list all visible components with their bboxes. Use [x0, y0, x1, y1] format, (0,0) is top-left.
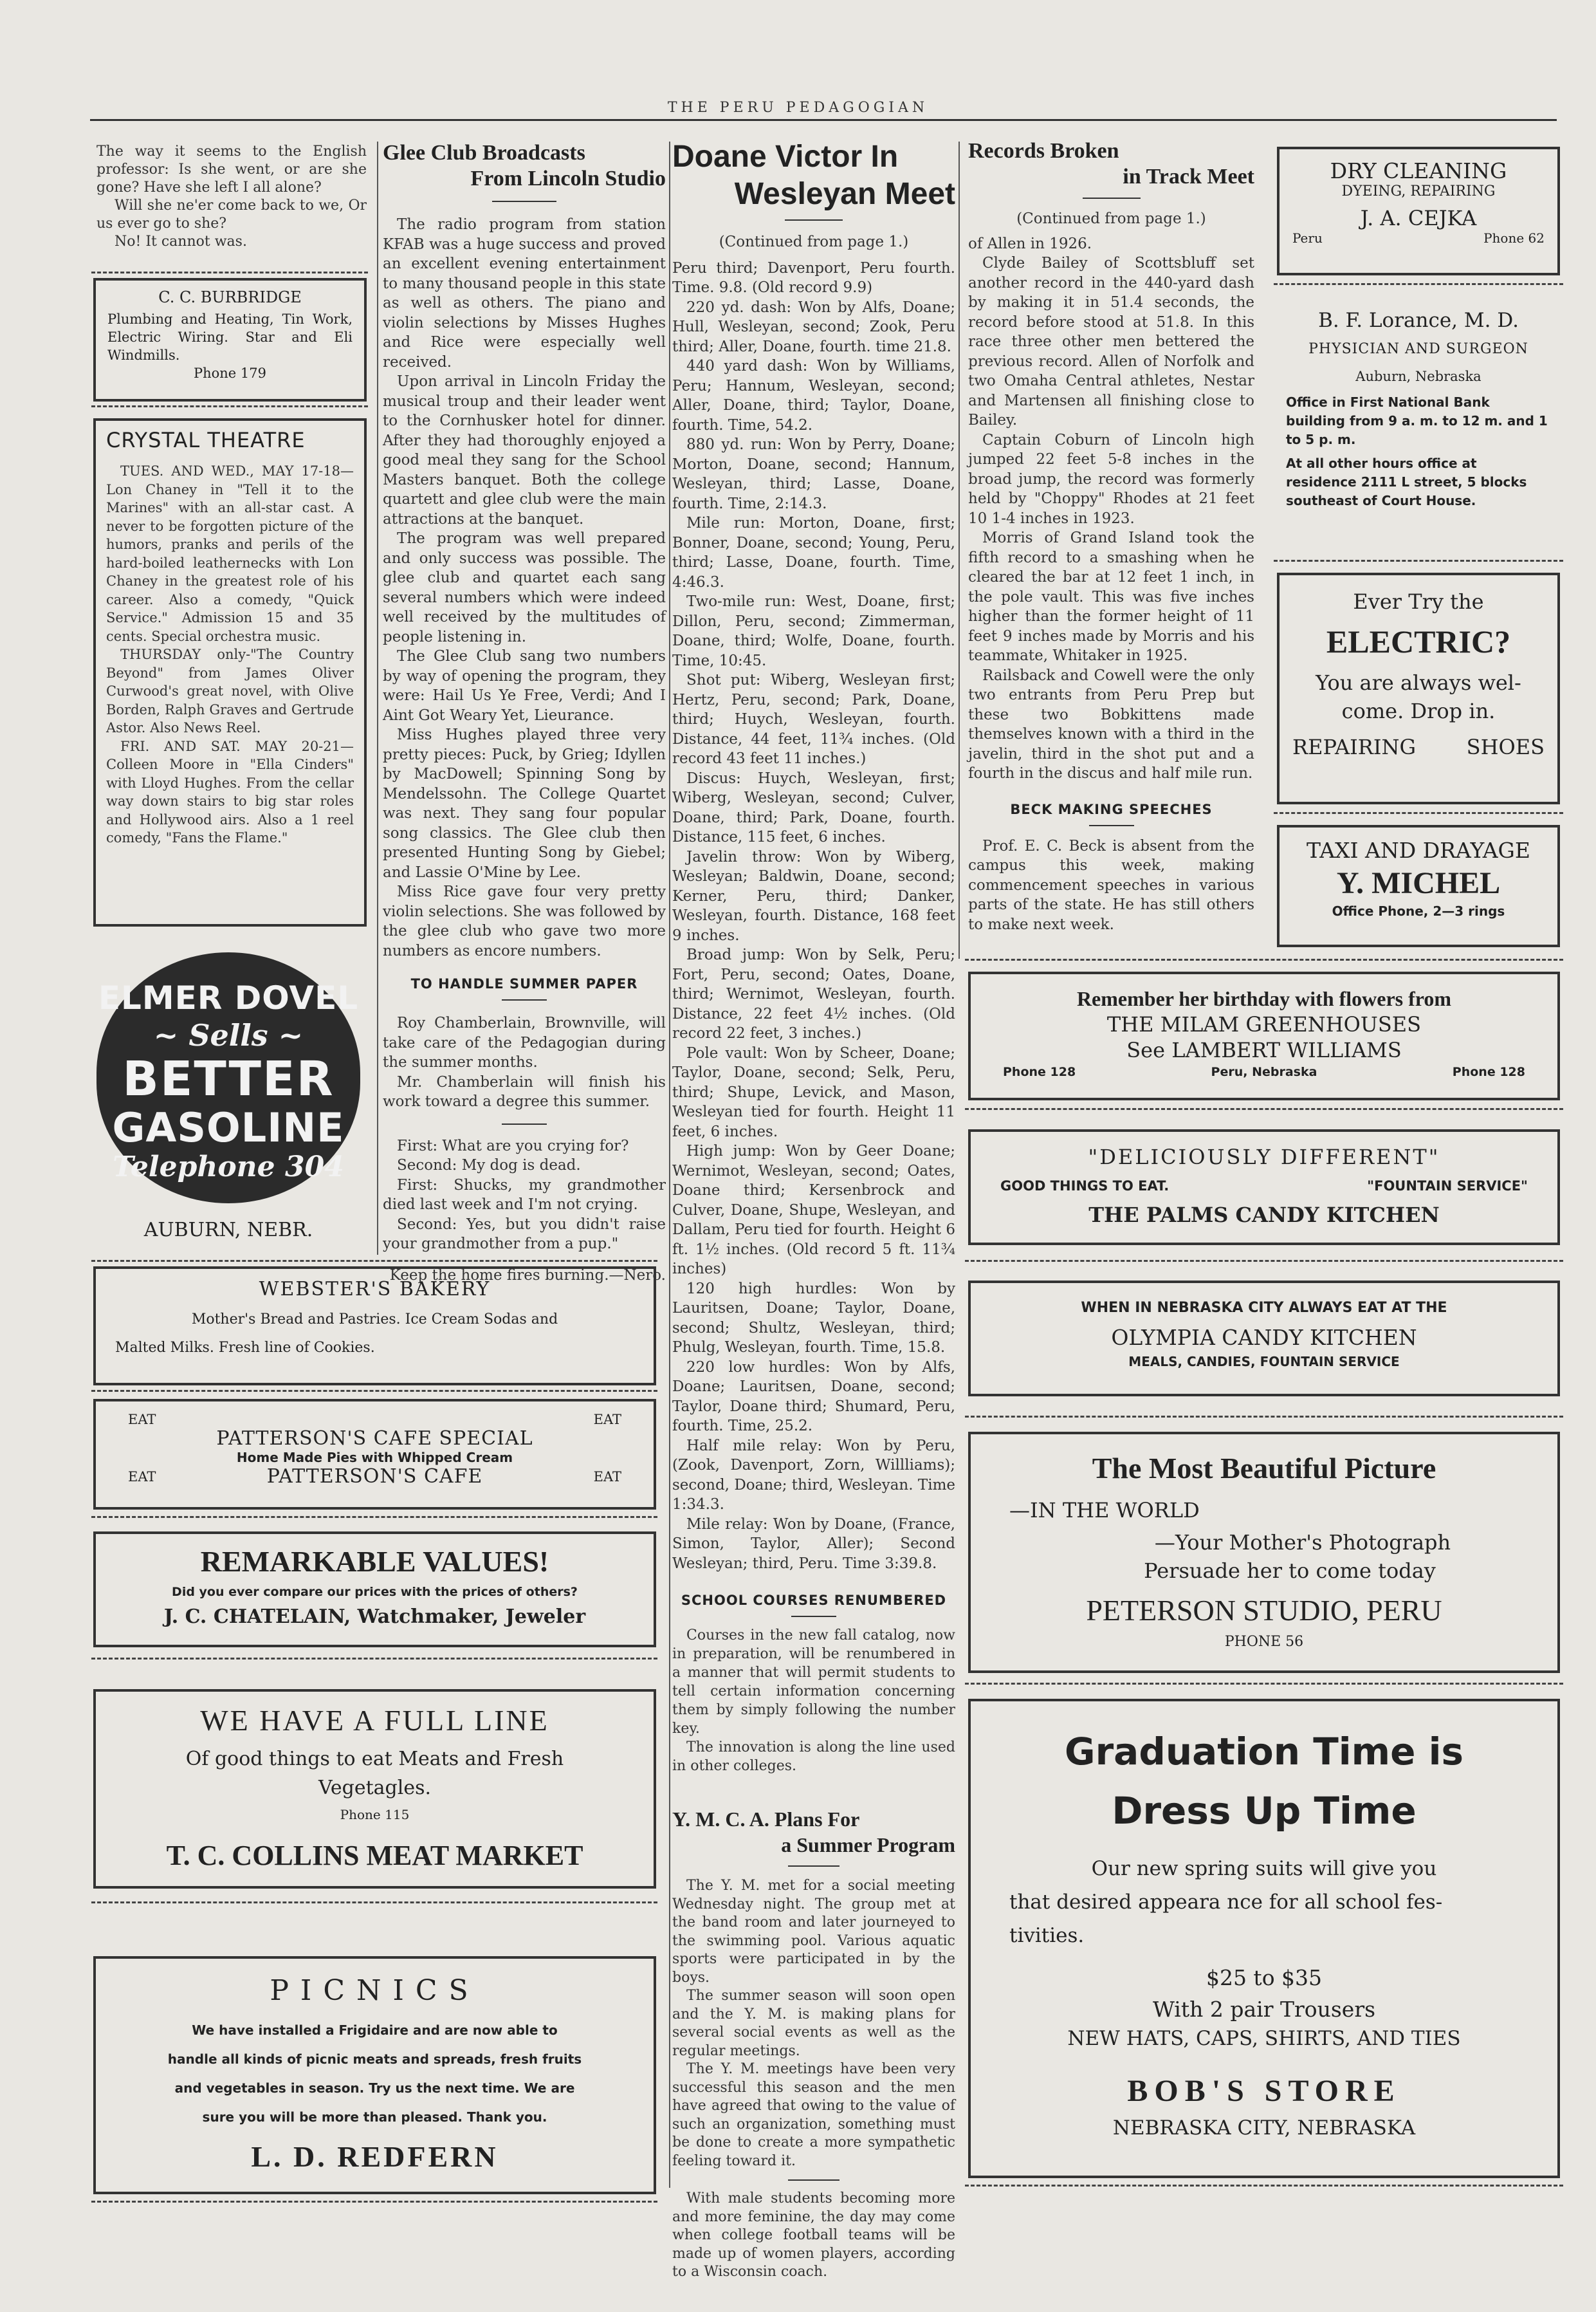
doane-para: 120 high hurdles: Won by Lauritsen, Doane; Taylor, Doane, second; Shultz, Wesleyan, third; Phulg, Wesleyan, fourth. Time, 15.8. — [672, 1280, 955, 1356]
collins-phone: Phone 115 — [340, 1807, 410, 1822]
palms-line: "FOUNTAIN SERVICE" — [1367, 1178, 1528, 1194]
michel-phone: Office Phone, 2—3 rings — [1332, 903, 1505, 919]
courses-para: Courses in the new fall catalog, now in preparation, will be renumbered in a manner that will permit students to tell certain information concerning them by simply following the number key. — [672, 1627, 955, 1737]
michel-title: TAXI AND DRAYAGE — [1306, 838, 1530, 863]
crystal-theatre-ad — [93, 418, 367, 927]
paper-para: Roy Chamberlain, Brownville, will take care of the Pedagogian during the summer months. — [383, 1015, 666, 1071]
records-article — [968, 138, 1254, 934]
column-rule — [377, 142, 378, 1255]
peterson-line: Persuade her to come today — [1144, 1558, 1436, 1583]
electric-line: come. Drop in. — [1341, 699, 1496, 723]
webster-line: Malted Milks. Fresh line of Cookies. — [115, 1340, 375, 1356]
lorance-other: At all other hours office at residence 2111 L street, 5 blocks southeast of Court House. — [1286, 456, 1527, 508]
collins-meat-ad — [93, 1689, 656, 1889]
electric-shoes-ad — [1277, 573, 1560, 804]
header-rule — [90, 119, 1557, 121]
doane-continued: (Continued from page 1.) — [719, 234, 909, 250]
poem-line: No! It cannot was. — [115, 234, 247, 250]
records-para: Clyde Bailey of Scottsbluff set another record in the 440-yard dash by making it in 51.4 seconds, the record before stood at 51.8. In this race three other men bettered the previous record. Allen of Norfolk and two Omaha Central athletes, Nestar and Martensen all finishing close to Bailey. — [968, 255, 1254, 429]
burbridge-ad — [93, 278, 367, 402]
paper-title: TO HANDLE SUMMER PAPER — [410, 976, 638, 992]
dovel-better: BETTER — [122, 1051, 335, 1107]
ymca-para: The summer season will soon open and the Y. M. is making plans for several social events as well as the regular meetings. — [672, 1988, 955, 2059]
ymca-title: Y. M. C. A. Plans For — [672, 1808, 860, 1831]
michel-name: Y. MICHEL — [1336, 866, 1501, 900]
crystal-para: THURSDAY only-"The Country Beyond" from James Oliver Curwood's great novel, with Olive Borden, Ralph Graves and Gertrude Astor. Also News Reel. — [106, 647, 354, 735]
ymca-para: The Y. M. meetings have been very successful this season and the men have agreed that owing to the value of such an organization, something must be done to create a more sympathetic feeling toward it. — [672, 2061, 955, 2169]
glee-club-article — [383, 140, 666, 1285]
patterson-cafe-ad — [93, 1399, 656, 1510]
burbridge-phone: Phone 179 — [193, 365, 266, 381]
poem — [96, 143, 367, 251]
bobs-name: BOB'S STORE — [1127, 2074, 1401, 2108]
olympia-ad — [968, 1281, 1560, 1396]
collins-line: Vegetagles. — [318, 1777, 432, 1799]
bobs-title: Graduation Time is — [1064, 1730, 1464, 1773]
redfern-line: and vegetables in season. Try us the next time. We are — [174, 2080, 575, 2096]
doane-para: High jump: Won by Geer Doane; Wernimot, Wesleyan, second; Oates, Doane third; Kersenbrock and Culver, Doane, Shupe, Wesleyan, and Dallam, Peru tied for fourth. Height 6 ft. 1½ inches. (Old record 5 ft. 11¾ inches) — [672, 1143, 955, 1277]
eat-label: EAT — [593, 1468, 621, 1484]
eat-label: EAT — [128, 1412, 156, 1427]
doane-para: Peru third; Davenport, Peru fourth. Time. 9.8. (Old record 9.9) — [672, 259, 955, 296]
redfern-line: handle all kinds of picnic meats and spreads, fresh fruits — [167, 2051, 582, 2067]
lorance-ad — [1277, 302, 1560, 517]
burbridge-name: C. C. BURBRIDGE — [158, 288, 302, 306]
olympia-sub: MEALS, CANDIES, FOUNTAIN SERVICE — [1128, 1354, 1400, 1369]
courses-para: The innovation is along the line used in other colleges. — [672, 1739, 955, 1774]
chatelain-line: Did you ever compare our prices with the prices of others? — [172, 1585, 578, 1599]
records-continued: (Continued from page 1.) — [1016, 210, 1206, 227]
milam-phone: Phone 128 — [1452, 1065, 1525, 1079]
peterson-name: PETERSON STUDIO, PERU — [1086, 1594, 1442, 1627]
collins-title: WE HAVE A FULL LINE — [200, 1704, 549, 1737]
lorance-name: B. F. Lorance, M. D. — [1318, 309, 1519, 332]
cejka-name: J. A. CEJKA — [1360, 206, 1477, 230]
palms-line: GOOD THINGS TO EAT. — [1000, 1178, 1169, 1194]
doane-para: Pole vault: Won by Scheer, Doane; Taylor, Doane, second; Selk, Peru, third; Shupe, Levick, and Mason, Wesleyan tied for fourth. Height 11 feet, 6 inches. — [672, 1044, 955, 1140]
courses-title: SCHOOL COURSES RENUMBERED — [681, 1593, 947, 1608]
joke-line: First: What are you crying for? — [397, 1137, 629, 1154]
doane-title: Wesleyan Meet — [734, 177, 955, 211]
glee-para: The Glee Club sang two numbers by way of opening the program, they were: Hail Us Ye Free, Verdi; And I Aint Got Weary Yet, Lieurance. — [383, 648, 666, 724]
eat-label: EAT — [593, 1412, 621, 1427]
patterson-pies: Home Made Pies with Whipped Cream — [236, 1450, 513, 1465]
chatelain-title: REMARKABLE VALUES! — [200, 1545, 549, 1578]
bobs-title: Dress Up Time — [1112, 1789, 1417, 1833]
dovel-gasoline: GASOLINE — [112, 1104, 345, 1151]
electric-title: ELECTRIC? — [1326, 624, 1511, 660]
lorance-role: PHYSICIAN AND SURGEON — [1308, 341, 1528, 357]
milam-ad — [968, 972, 1560, 1100]
poem-line: The way it seems to the English professor: Is she went, or are she gone? Have she left I all alone? — [96, 143, 367, 196]
electric-line: Ever Try the — [1353, 589, 1484, 614]
doane-para: 220 low hurdles: Won by Alfs, Doane; Lauritsen, Doane, second; Taylor, Doane third; Shumard, Peru, fourth. Time, 25.2. — [672, 1358, 955, 1434]
ymca-para: The Y. M. met for a social meeting Wednesday night. The group met at the band room and later journeyed to the swimming pool. Various aquatic sports were participated in by the boys. — [672, 1878, 955, 1986]
lorance-city: Auburn, Nebraska — [1355, 369, 1481, 384]
doane-para: Half mile relay: Won by Peru, (Zook, Davenport, Zorn, Willliams); second, Doane; third, Wesleyan. Time 1:34.3. — [672, 1437, 955, 1513]
bobs-hats: NEW HATS, CAPS, SHIRTS, AND TIES — [1067, 2027, 1461, 2050]
bobs-trousers: With 2 pair Trousers — [1152, 1997, 1376, 2022]
palms-ad — [968, 1129, 1560, 1245]
doane-para: Mile relay: Won by Doane, (France, Simon, Taylor, Aller); Second Wesleyan; third, Peru. Time 3:39.8. — [672, 1515, 955, 1572]
peterson-line: —Your Mother's Photograph — [1154, 1530, 1451, 1555]
bobs-line: tivities. — [1009, 1924, 1085, 1947]
beck-para: Prof. E. C. Beck is absent from the campus this week, making commencement speeches in various parts of the state. He has still others to make next week. — [968, 837, 1254, 933]
doane-para: 220 yd. dash: Won by Alfs, Doane; Hull, Wesleyan, second; Zook, Peru third; Aller, Doane, fourth. time 21.8. — [672, 299, 955, 355]
webster-bakery-ad — [93, 1266, 656, 1385]
dovel-city: AUBURN, NEBR. — [143, 1219, 313, 1241]
doane-para: Javelin throw: Won by Wiberg, Wesleyan; Baldwin, Doane, second; Kerner, Peru, third; Danker, Wesleyan, fourth. Distance, 168 feet 9 inches. — [672, 848, 955, 944]
records-para: Captain Coburn of Lincoln high jumped 22 feet 5-8 inches in the broad jump, the record was formerly held by "Choppy" Rhodes at 21 feet 10 1-4 inches in 1923. — [968, 431, 1254, 527]
records-title: in Track Meet — [1123, 165, 1254, 189]
dovel-telephone: Telephone 304 — [113, 1151, 344, 1183]
milam-line: Remember her birthday with flowers from — [1076, 987, 1452, 1010]
webster-line: Mother's Bread and Pastries. Ice Cream Sodas and — [191, 1311, 558, 1327]
glee-para: Miss Hughes played three very pretty pieces: Puck, by Grieg; Idyllen by MacDowell; Spinning Song by Mendelssohn. The College Quartet was next. They sang four popular song classics. The Glee club then presented Hunting Song by Giebel; and Lassie O'Mine by Lee. — [383, 726, 666, 881]
glee-para: The program was well prepared and only success was possible. The glee club and quartet each sang several numbers which were indeed well received by the multitudes of people listening in. — [383, 530, 666, 645]
bobs-line: Our new spring suits will give you — [1091, 1857, 1437, 1880]
redfern-title: PICNICS — [270, 1974, 480, 2007]
palms-title: "DELICIOUSLY DIFFERENT" — [1088, 1145, 1440, 1169]
paper-para: Mr. Chamberlain will finish his work toward a degree this summer. — [383, 1073, 666, 1110]
shoes-label: SHOES — [1466, 735, 1545, 759]
poem-line: Will she ne'er come back to we, Or us ever go to she? — [96, 198, 367, 232]
column-rule — [959, 142, 960, 959]
redfern-ad — [93, 1956, 656, 2194]
cejka-ad — [1277, 147, 1560, 275]
joke-line: Second: My dog is dead. — [397, 1157, 581, 1174]
michel-ad — [1277, 825, 1560, 947]
collins-name: T. C. COLLINS MEAT MARKET — [166, 1840, 583, 1871]
dovel-name: ELMER DOVEL — [98, 979, 359, 1017]
newspaper-header: THE PERU PEDAGOGIAN — [667, 100, 929, 116]
webster-title: WEBSTER'S BAKERY — [259, 1278, 491, 1300]
ymca-title: a Summer Program — [781, 1833, 955, 1856]
repairing-label: REPAIRING — [1292, 735, 1417, 759]
column-rule — [669, 142, 670, 2188]
palms-name: THE PALMS CANDY KITCHEN — [1088, 1203, 1440, 1227]
peterson-phone: PHONE 56 — [1224, 1634, 1304, 1650]
peterson-line: —IN THE WORLD — [1009, 1498, 1200, 1522]
cejka-sub: DYEING, REPAIRING — [1341, 183, 1496, 199]
cejka-town: Peru — [1292, 230, 1323, 246]
patterson-special: PATTERSON'S CAFE SPECIAL — [216, 1427, 533, 1450]
patterson-name: PATTERSON'S CAFE — [266, 1465, 483, 1488]
signoff: Keep the home fires burning.—Nero. — [389, 1266, 666, 1284]
ymca-para: With male students becoming more and more feminine, the day may come when college football teams will be made up of women players, according to a Wisconsin coach. — [672, 2190, 955, 2280]
milam-name: THE MILAM GREENHOUSES — [1106, 1012, 1422, 1037]
peterson-studio-ad — [968, 1432, 1560, 1673]
dovel-sells: ~ Sells ~ — [153, 1018, 304, 1053]
bobs-store-ad — [968, 1699, 1560, 2178]
electric-line: You are always wel- — [1316, 670, 1521, 695]
redfern-name: L. D. REDFERN — [251, 2140, 499, 2173]
records-para: of Allen in 1926. — [968, 235, 1092, 252]
redfern-line: sure you will be more than pleased. Thank you. — [202, 2109, 547, 2125]
doane-para: Shot put: Wiberg, Wesleyan first; Hertz, Peru, second; Park, Doane, third; Huych, Wesleyan, fourth. Distance, 44 feet, 11¾ inches. (Old record 43 feet 11 inches.) — [672, 672, 955, 767]
milam-town: Peru, Nebraska — [1211, 1065, 1317, 1079]
elmer-dovel-logo — [96, 952, 360, 1203]
milam-line: See LAMBERT WILLIAMS — [1126, 1038, 1402, 1062]
crystal-para: TUES. AND WED., MAY 17-18—Lon Chaney in "Tell it to the Marines" with an all-star cast. A never to be forgotten picture of the humors, pranks and perils of the hard-boiled leathernecks with Lon Chaney in the greatest role of his career. Also a comedy, "Quick Service." Admission 15 and 35 cents. Special orchestra music. — [106, 463, 354, 644]
peterson-title: The Most Beautiful Picture — [1092, 1452, 1436, 1484]
records-title: Records Broken — [968, 139, 1119, 163]
joke-line: First: Shucks, my grandmother died last week and I'm not crying. — [383, 1176, 666, 1213]
milam-phone: Phone 128 — [1003, 1065, 1076, 1079]
redfern-line: We have installed a Frigidaire and are now able to — [192, 2022, 558, 2038]
cejka-phone: Phone 62 — [1483, 230, 1545, 246]
bobs-city: NEBRASKA CITY, NEBRASKA — [1112, 2116, 1416, 2140]
doane-title: Doane Victor In — [672, 140, 899, 174]
olympia-line: WHEN IN NEBRASKA CITY ALWAYS EAT AT THE — [1081, 1300, 1447, 1316]
collins-line: Of good things to eat Meats and Fresh — [185, 1748, 564, 1770]
bobs-price: $25 to $35 — [1206, 1965, 1323, 1990]
lorance-office: Office in First National Bank building from 9 a. m. to 12 m. and 1 to 5 p. m. — [1286, 394, 1548, 447]
eat-label: EAT — [128, 1468, 156, 1484]
records-para: Railsback and Cowell were the only two entrants from Peru Prep but these two Bobkittens made themselves known with a third in the javelin, third in the shot put and a fourth in the discus and half mile run. — [968, 667, 1254, 782]
burbridge-text: Plumbing and Heating, Tin Work, Electric Wiring. Star and Eli Windmills. — [107, 311, 353, 363]
chatelain-name: J. C. CHATELAIN, Watchmaker, Jeweler — [163, 1605, 586, 1628]
crystal-title: CRYSTAL THEATRE — [106, 428, 306, 452]
joke-line: Second: Yes, but you didn't raise your grandmother from a pup." — [383, 1216, 666, 1252]
glee-title: Glee Club Broadcasts — [383, 141, 585, 165]
doane-para: Broad jump: Won by Selk, Peru; Fort, Peru, second; Oates, Doane, third; Wernimot, Wesleyan, fourth. Distance, 22 feet 4½ inches. (Old record 22 feet, 3 inches.) — [672, 947, 955, 1042]
records-para: Morris of Grand Island took the fifth record to a smashing when he cleared the bar at 12 feet 1 inch, in the pole vault. This was five inches higher than the former height of 11 feet 9 inches made by Morris and his teammate, Whitaker in 1925. — [968, 530, 1254, 664]
doane-article — [672, 138, 955, 2282]
crystal-para: FRI. AND SAT. MAY 20-21—Colleen Moore in "Ella Cinders" with Lloyd Hughes. From the cellar way down stairs to big star roles and Hollywood airs. Also a 1 reel comedy, "Fans the Flame." — [106, 738, 354, 846]
doane-para: Mile run: Morton, Doane, first; Bonner, Doane, second; Young, Peru, third; Lasse, Doane, fourth. Time, 4:46.3. — [672, 515, 955, 591]
bobs-line: that desired appeara nce for all school fes- — [1009, 1891, 1443, 1914]
olympia-name: OLYMPIA CANDY KITCHEN — [1111, 1325, 1417, 1350]
chatelain-ad — [93, 1531, 656, 1647]
cejka-title: DRY CLEANING — [1330, 158, 1507, 183]
glee-title: From Lincoln Studio — [470, 167, 666, 190]
beck-title: BECK MAKING SPEECHES — [1010, 801, 1213, 817]
doane-para: 440 yard dash: Won by Williams, Peru; Hannum, Wesleyan, second; Aller, Doane, third; Taylor, Doane, fourth. Time, 54.2. — [672, 358, 955, 434]
doane-para: Discus: Huych, Wesleyan, first; Wiberg, Wesleyan, second; Culver, Doane, third; Park, Doane, fourth. Distance, 115 feet, 6 inches. — [672, 770, 955, 846]
glee-para: Miss Rice gave four very pretty violin selections. She was followed by the glee club who gave two more numbers as encore numbers. — [383, 883, 666, 959]
glee-para: The radio program from station KFAB was a huge success and proved an excellent evening entertainment to many thousand people in this state as well as others. The piano and violin selections by Misses Hughes and Rice were especially well received. — [383, 216, 666, 371]
glee-para: Upon arrival in Lincoln Friday the musical troup and their leader went to the Cornhusker hotel for dinner. After they had thoroughly enjoyed a good meal they sang for the School Masters banquet. Both the college quartett and glee club were the main attractions at the banquet. — [383, 373, 666, 528]
doane-para: Two-mile run: West, Doane, first; Dillon, Peru, second; Zimmerman, Doane, third; Wolfe, Doane, fourth. Time, 10:45. — [672, 593, 955, 669]
doane-para: 880 yd. run: Won by Perry, Doane; Morton, Doane, second; Hannum, Wesleyan, third; Lasse, Doane, fourth. Time, 2:14.3. — [672, 436, 955, 512]
